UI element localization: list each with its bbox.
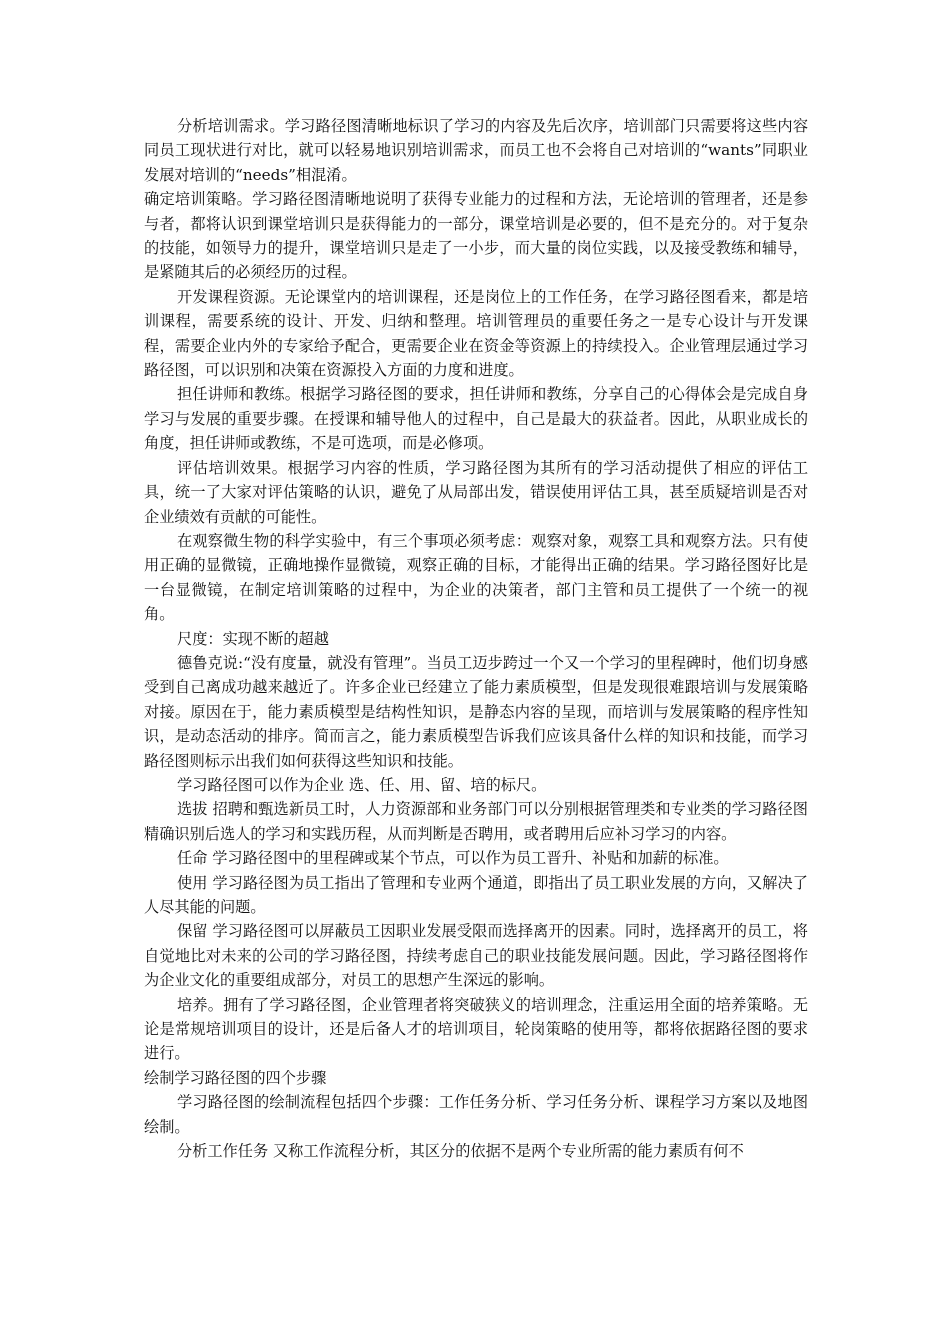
paragraph-four-steps: 学习路径图的绘制流程包括四个步骤：工作任务分析、学习任务分析、课程学习方案以及地图绘制。 xyxy=(144,1093,808,1136)
paragraph-yardstick: 学习路径图可以作为企业 选、任、用、留、培的标尺。 xyxy=(177,775,547,794)
paragraph-microscope-analogy: 在观察微生物的科学实验中，有三个事项必须考虑：观察对象，观察工具和观察方法。只有使用正确的显微镜，正确地操作显微镜，观察正确的目标，才能得出正确的结果。学习路径图好比是一台显微镜，在制定培训策略的过程中，为企业的决策者，部门主管和员工提供了一个统一的视角。 xyxy=(144,531,808,624)
paragraph-develop-course-resources: 开发课程资源。无论课堂内的培训课程，还是岗位上的工作任务，在学习路径图看来，都是培训课程，需要系统的设计、开发、归纳和整理。培训管理员的重要任务之一是专心设计与开发课程，需要企业内外的专家给予配合，更需要企业在资金等资源上的持续投入。企业管理层通过学习路径图，可以识别和决策在资源投入方面的力度和进度。 xyxy=(144,287,808,380)
paragraph-appoint: 任命 学习路径图中的里程碑或某个节点，可以作为员工晋升、补贴和加薪的标准。 xyxy=(177,849,729,868)
paragraph-analyze-work-tasks: 分析工作任务 又称工作流程分析，其区分的依据不是两个专业所需的能力素质有何不 xyxy=(177,1142,744,1161)
paragraph-evaluate-training-effect: 评估培训效果。根据学习内容的性质，学习路径图为其所有的学习活动提供了相应的评估工具，统一了大家对评估策略的认识，避免了从局部出发，错误使用评估工具，甚至质疑培训是否对企业绩效有贡献的可能性。 xyxy=(144,458,808,526)
paragraph-use: 使用 学习路径图为员工指出了管理和专业两个通道，即指出了员工职业发展的方向，又解决了人尽其能的问题。 xyxy=(144,873,808,916)
paragraph-define-training-strategy: 确定培训策略。学习路径图清晰地说明了获得专业能力的过程和方法，无论培训的管理者，还是参与者，都将认识到课堂培训只是获得能力的一部分，课堂培训是必要的，但不是充分的。对于复杂的技能，如领导力的提升，课堂培训只是走了一小步，而大量的岗位实践，以及接受教练和辅导，是紧随其后的必须经历的过程。 xyxy=(144,190,808,282)
section-heading-scale: 尺度：实现不断的超越 xyxy=(177,629,329,648)
paragraph-lecturer-and-coach: 担任讲师和教练。根据学习路径图的要求，担任讲师和教练，分享自己的心得体会是完成自身学习与发展的重要步骤。在授课和辅导他人的过程中，自己是最大的获益者。因此，从职业成长的角度，担任讲师或教练，不是可选项，而是必修项。 xyxy=(144,385,808,453)
paragraph-cultivate: 培养。拥有了学习路径图，企业管理者将突破狭义的培训理念，注重运用全面的培养策略。无论是常规培训项目的设计，还是后备人才的培训项目，轮岗策略的使用等，都将依据路径图的要求进行。 xyxy=(144,995,808,1063)
paragraph-select: 选拔 招聘和甄选新员工时，人力资源部和业务部门可以分别根据管理类和专业类的学习路径图精确识别后选人的学习和实践历程，从而判断是否聘用，或者聘用后应补习学习的内容。 xyxy=(144,800,808,843)
section-heading-four-steps: 绘制学习路径图的四个步骤 xyxy=(144,1068,327,1087)
paragraph-drucker-quote: 德鲁克说:“没有度量，就没有管理”。当员工迈步跨过一个又一个学习的里程碑时，他们切身感受到自己离成功越来越近了。许多企业已经建立了能力素质模型，但是发现很难跟培训与发展策略对接。原因在于，能力素质模型是结构性知识，是静态内容的呈现，而培训与发展策略的程序性知识，是动态活动的排序。简而言之，能力素质模型告诉我们应该具备什么样的知识和技能，而学习路径图则标示出我们如何获得这些知识和技能。 xyxy=(144,653,808,770)
document-body xyxy=(144,114,808,1163)
paragraph-retain: 保留 学习路径图可以屏蔽员工因职业发展受限而选择离开的因素。同时，选择离开的员工，将自觉地比对未来的公司的学习路径图，持续考虑自己的职业技能发展问题。因此，学习路径图将作为企业文化的重要组成部分，对员工的思想产生深远的影响。 xyxy=(144,922,808,990)
paragraph-analyze-training-needs: 分析培训需求。学习路径图清晰地标识了学习的内容及先后次序，培训部门只需要将这些内容同员工现状进行对比，就可以轻易地识别培训需求，而员工也不会将自己对培训的“wants”同职业发展对培训的“needs”相混淆。 xyxy=(144,117,808,184)
